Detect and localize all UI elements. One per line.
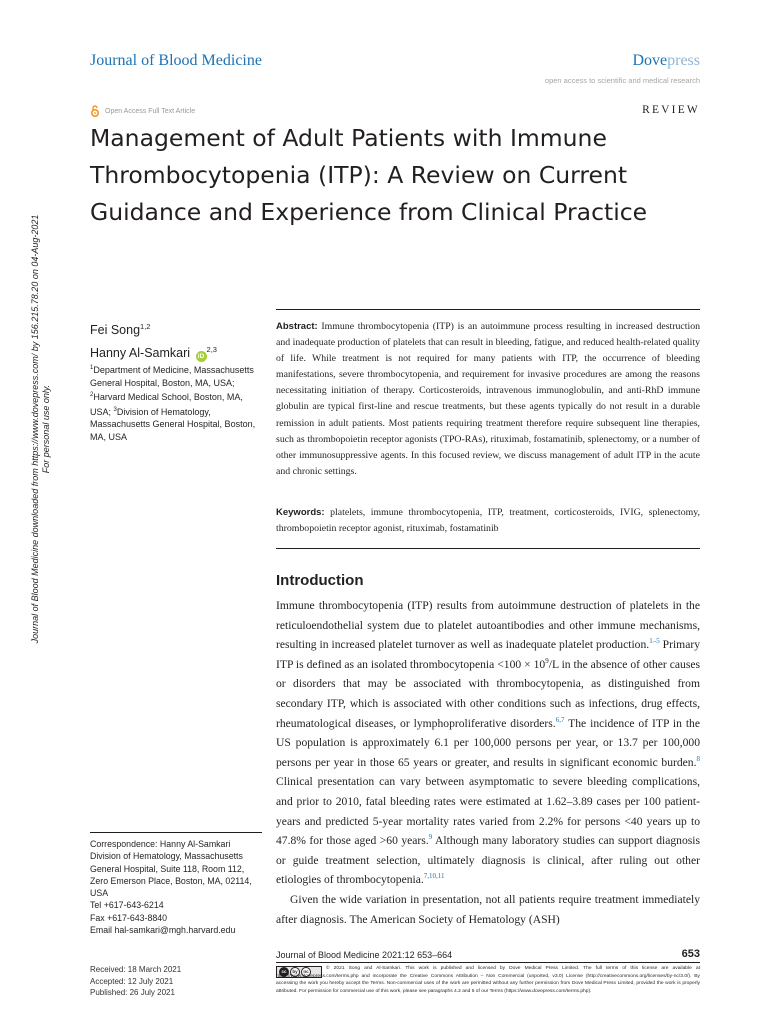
citation-link[interactable]: 7,10,11 xyxy=(423,872,445,881)
keywords-label: Keywords: xyxy=(276,507,325,518)
publisher-logo[interactable] xyxy=(632,52,700,70)
publisher-tagline: open access to scientific and medical research xyxy=(544,76,700,85)
cc-icon: cc xyxy=(279,967,289,977)
orcid-icon[interactable]: iD xyxy=(196,351,207,362)
paragraph: Given the wide variation in presentation, not all patients require treatment immediately after diagnosis. The American Society of Hematology (ASH) xyxy=(276,892,700,926)
correspondence-line: Division of Hematology, Massachusetts xyxy=(90,851,243,862)
keywords xyxy=(276,505,700,537)
published-date: Published: 26 July 2021 xyxy=(90,988,175,997)
publisher-name-dove: Dove xyxy=(632,52,668,69)
download-watermark-line1: Journal of Blood Medicine downloaded from https://www.dovepress.com/ by 156.215.78.20 on 04-Aug-2021 xyxy=(30,214,40,644)
text-run: Although many laboratory studies can support diagnosis or guide treatment selection, ultimately diagnosis is clinical, after ruling out other etiologies of thrombocytopenia. xyxy=(276,834,700,887)
noncommercial-icon: nc xyxy=(301,967,311,977)
affiliation-text: Department of Medicine, Massachusetts General Hospital, Boston, MA, USA; xyxy=(90,365,254,388)
affiliation-number: 1 xyxy=(90,365,94,371)
article-title: Management of Adult Patients with Immune Thrombocytopenia (ITP): A Review on Current Guidance and Experience from Clinical Practice xyxy=(90,124,648,226)
text-run: Immune thrombocytopenia (ITP) results from autoimmune destruction of platelets in the reticuloendothelial system due to platelet autoantibodies and other immune mechanisms, resulting in increased platelet turnover as well as inadequate platelet production. xyxy=(276,599,700,652)
author-name[interactable]: Fei Song xyxy=(90,323,141,337)
correspondence-email[interactable]: Email hal-samkari@mgh.harvard.edu xyxy=(90,925,236,936)
open-access-text: Open Access Full Text Article xyxy=(105,107,196,115)
correspondence-name: Correspondence: Hanny Al-Samkari xyxy=(90,839,231,849)
text-run: Primary ITP is defined as an isolated thrombocytopenia <100 × 10 xyxy=(276,638,701,671)
text-run: /L in the absence of other causes or disorders that may be associated with thrombocytopenia, as distinguished from secondary ITP, which is associated with other conditions such as infections, drug effects, rheumatological diseases, or lymphoproliferative disorders. xyxy=(276,657,701,730)
download-watermark-line2: For personal use only. xyxy=(41,384,51,474)
paragraph xyxy=(276,596,700,890)
license-text: © 2021 Song and Al-Samkari. This work is published and licensed by Dove Medical Press Limited. The full terms of this license are available at https://www.dovepress.com/terms.php and incorporate the Creative Commons Attribution – Non Commercial (unported, v3.0) License (http://creativecommons.org/licenses/by-nc/3.0/). By accessing the work you hereby accept the Terms. Non-commercial uses of the work are permitted without any further permission from Dove Medical Press Limited, provided the work is properly attributed. For permission for commercial use of this work, please see paragraphs 4.2 and 5 of our Terms (https://www.dovepress.com/terms.php). xyxy=(276,966,700,995)
abstract xyxy=(276,319,700,480)
open-access-label xyxy=(90,105,195,117)
citation-link[interactable]: 1–5 xyxy=(649,637,660,646)
text-run: Clinical presentation can vary between asymptomatic to severe bleeding complications, and prior to 2010, fatal bleeding rates were estimated at 1.62–3.89 cases per 100 patient-years and predicted 5-year mortality rates varied from 2.2% for persons <40 years up to 47.8% for those aged >60 years. xyxy=(276,775,700,848)
correspondence-rule xyxy=(90,832,262,833)
introduction-body xyxy=(276,596,700,929)
author xyxy=(90,340,217,363)
correspondence-block xyxy=(90,838,265,936)
publication-dates xyxy=(90,964,181,999)
open-access-icon xyxy=(90,105,100,117)
correspondence-line: General Hospital, Suite 118, Room 112, xyxy=(90,863,245,874)
correspondence-line: USA xyxy=(90,888,109,899)
text-run: The incidence of ITP in the US population is approximately 6.1 per 100,000 persons per year, or 13.7 per 100,000 persons per year in those 65 years or greater, and results in significant economic burden. xyxy=(276,716,700,769)
affiliations xyxy=(90,362,262,443)
affiliation-text: Division of Hematology, Massachusetts General Hospital, Boston, MA, USA xyxy=(90,406,256,442)
abstract-text: Immune thrombocytopenia (ITP) is an autoimmune process resulting in increased destruction and inadequate production of platelets that can result in bleeding, fatigue, and reduced health-related quality of life. While treatment is not required for many patients with ITP, the occurrence of bleeding manifestations, severe thrombocytopenia, and requirement for invasive procedures are among the reasons necessitating initiation of therapy. Corticosteroids, intravenous immunoglobulin, and anti-RhD immune globulin are typical first-line and rescue treatments, but these agents typically do not result in a durable remission in adult patients. Most patients requiring treatment therefore require subsequent line therapies, such as thrombopoietin receptor agonists (TPO-RAs), rituximab, fostamatinib, splenectomy, or a number of other immunosuppressive agents. In this focused review, we discuss management of adult ITP in the acute and chronic settings. xyxy=(276,321,701,477)
section-heading-introduction: Introduction xyxy=(276,572,364,589)
journal-title[interactable]: Journal of Blood Medicine xyxy=(90,52,262,69)
exponent: 9 xyxy=(545,656,549,665)
correspondence-fax: Fax +617-643-8840 xyxy=(90,912,168,923)
keywords-text: platelets, immune thrombocytopenia, ITP, treatment, corticosteroids, IVIG, splenectomy, thrombopoietin receptor agonist, rituximab, fostamatinib xyxy=(276,507,701,534)
affiliation-number: 2 xyxy=(90,392,94,398)
citation-link[interactable]: 8 xyxy=(696,754,700,763)
publisher-name-press: press xyxy=(667,52,700,69)
author xyxy=(90,317,217,340)
received-date: Received: 18 March 2021 xyxy=(90,965,182,974)
accepted-date: Accepted: 12 July 2021 xyxy=(90,976,174,986)
footer-rule xyxy=(276,962,700,963)
article-type: REVIEW xyxy=(642,104,700,116)
affiliation-number: 3 xyxy=(113,406,117,413)
correspondence-phone: Tel +617-643-6214 xyxy=(90,900,164,911)
abstract-top-rule xyxy=(276,309,700,310)
author-affiliation-ref: 1,2 xyxy=(140,322,151,331)
download-watermark xyxy=(30,194,52,664)
abstract-bottom-rule xyxy=(276,548,700,549)
citation-link[interactable]: 9 xyxy=(428,833,433,842)
attribution-icon: by xyxy=(290,967,300,977)
footer-citation[interactable]: Journal of Blood Medicine 2021:12 653–664 xyxy=(276,950,453,960)
abstract-label: Abstract: xyxy=(276,321,318,332)
correspondence-line: Zero Emerson Place, Boston, MA, 02114, xyxy=(90,875,252,886)
citation-link[interactable]: 6,7 xyxy=(555,715,565,724)
author-affiliation-ref: 2,3 xyxy=(206,345,217,354)
affiliation-text: Harvard Medical School, Boston, MA, USA; xyxy=(90,392,243,417)
author-name[interactable]: Hanny Al-Samkari xyxy=(90,346,191,360)
author-list xyxy=(90,317,217,363)
page-number: 653 xyxy=(681,948,700,960)
